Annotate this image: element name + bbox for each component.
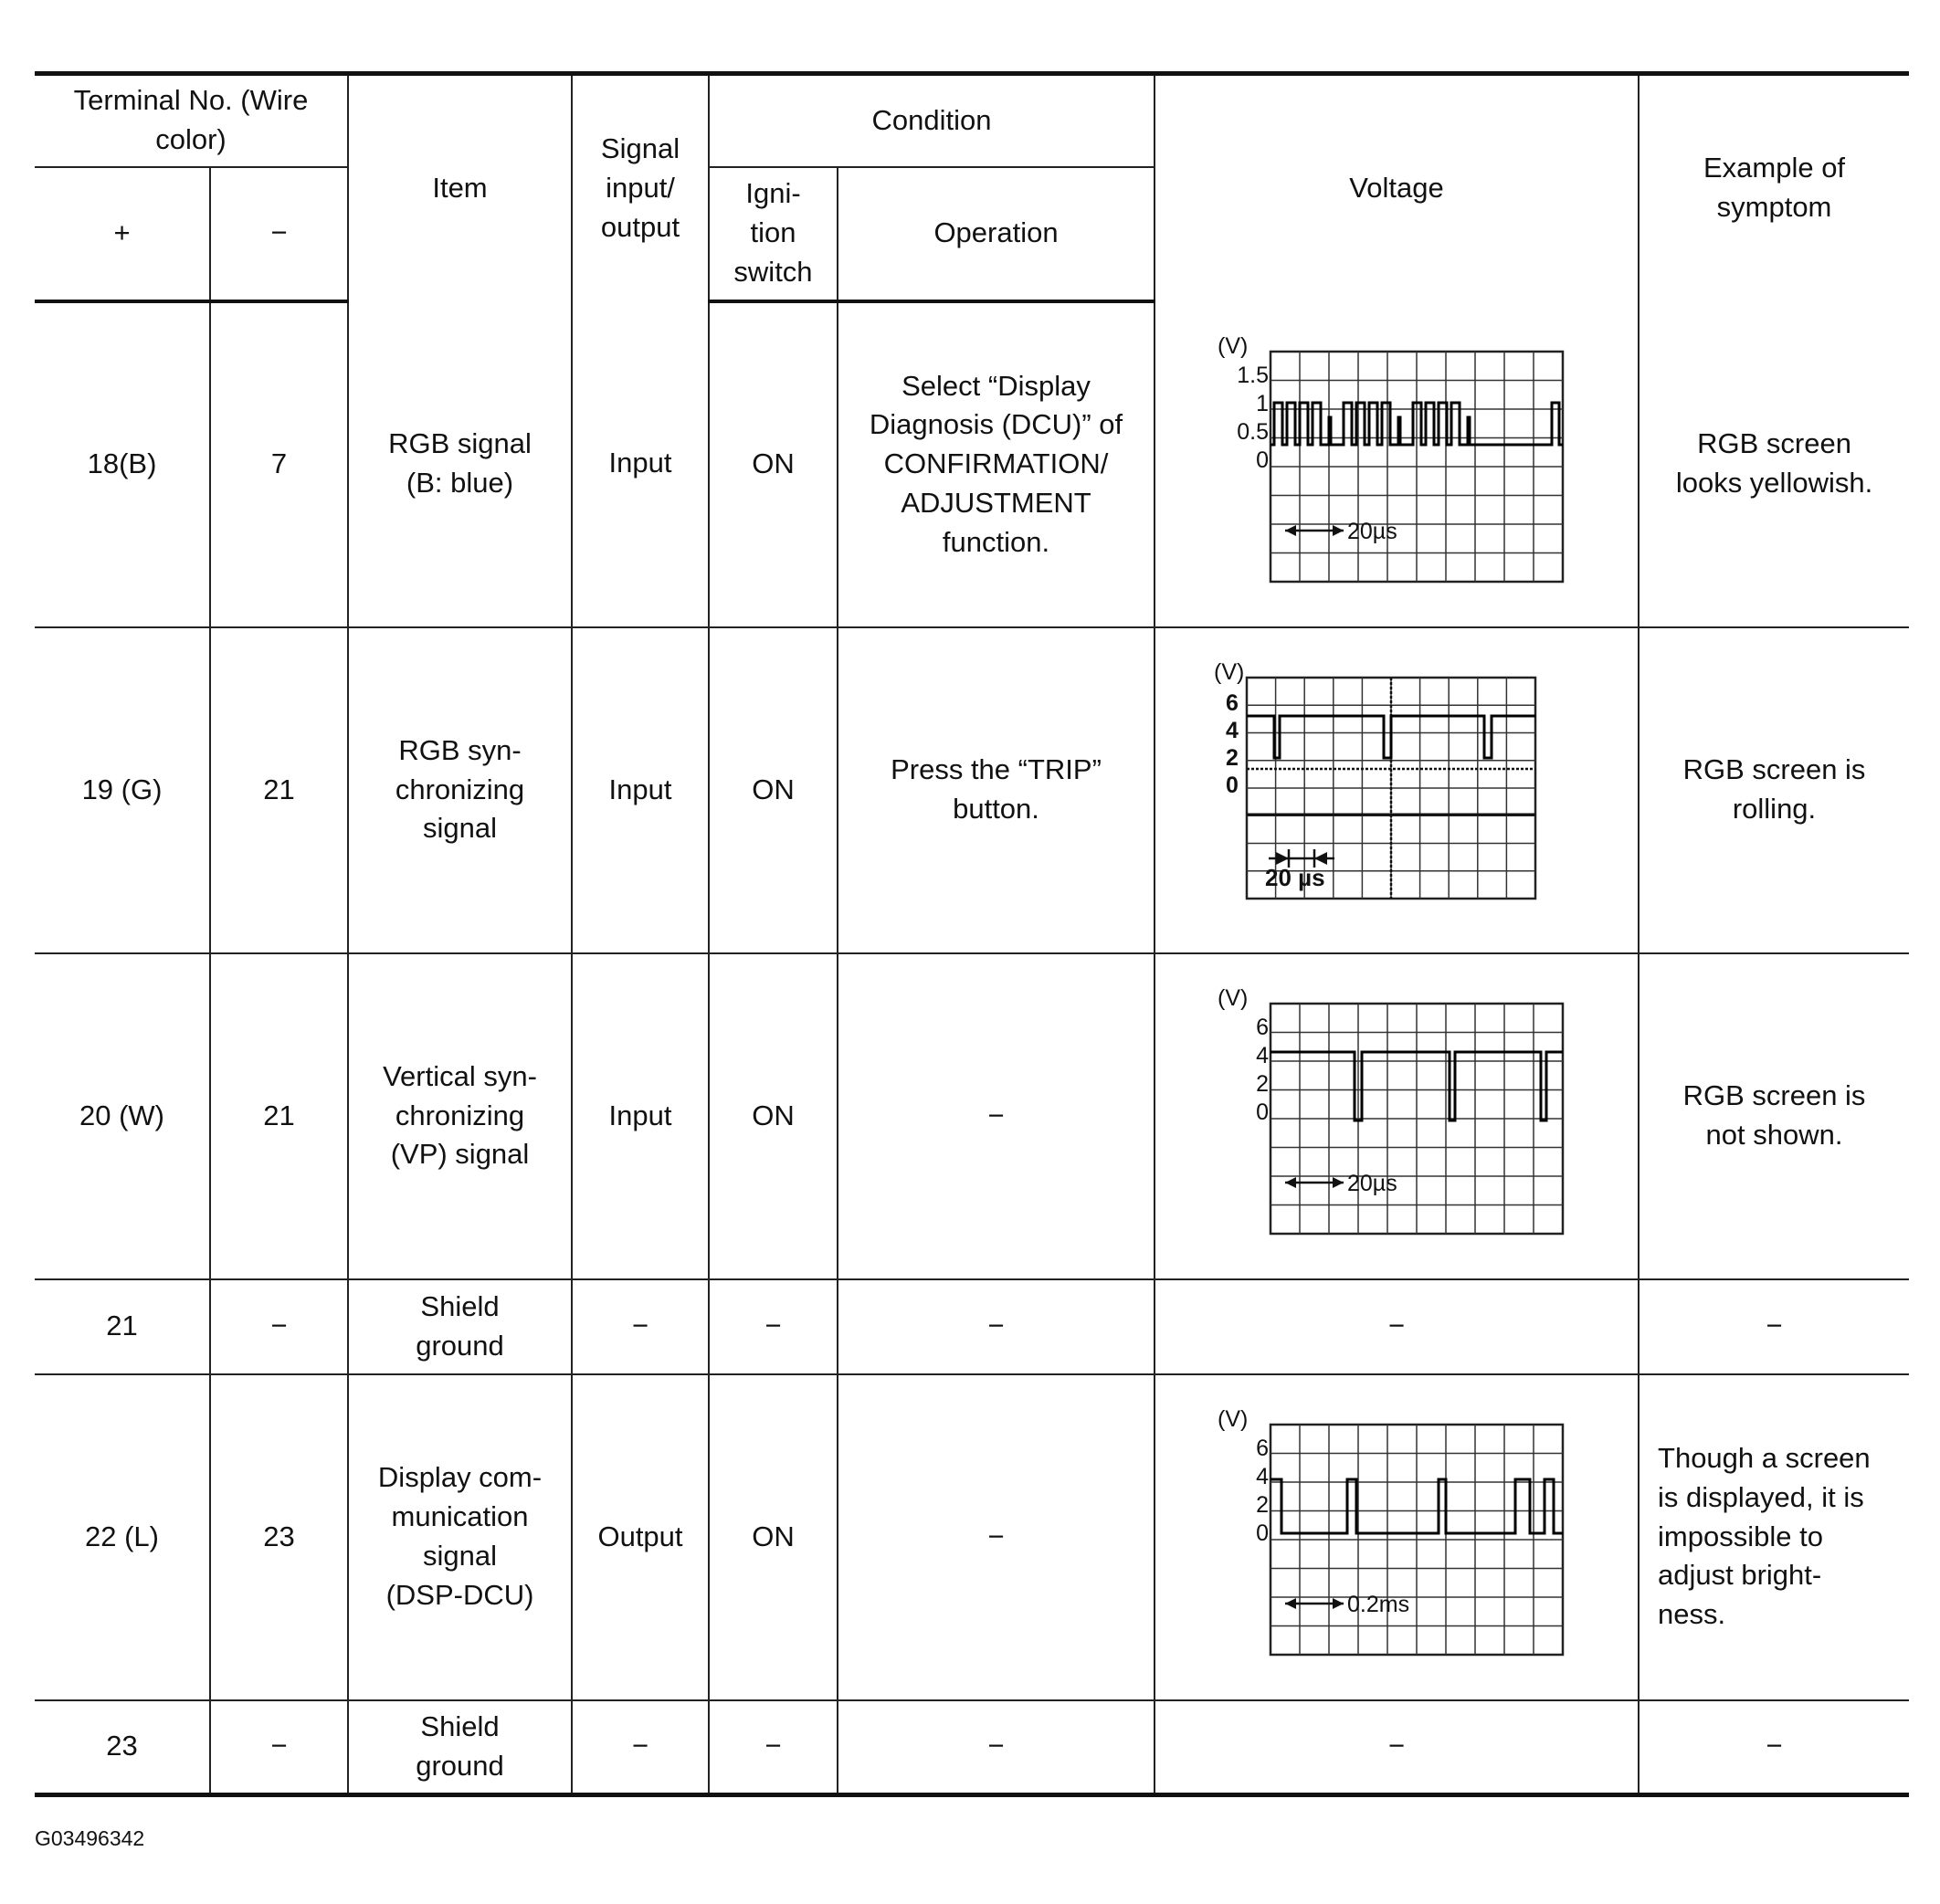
arrow-head-icon bbox=[1285, 1177, 1296, 1188]
scope-tick-label: 1 bbox=[1256, 390, 1270, 416]
table-row bbox=[35, 627, 1909, 953]
terminal-inspection-table bbox=[35, 71, 1909, 1797]
figure-id: G03496342 bbox=[35, 1826, 145, 1850]
scope-unit-label: (V) bbox=[1214, 659, 1245, 685]
item-cell: Display com- munication signal (DSP-DCU) bbox=[348, 1374, 572, 1700]
item-cell: RGB signal (B: blue) bbox=[348, 301, 572, 627]
ignition-cell: − bbox=[709, 1279, 838, 1374]
arrow-head-icon bbox=[1285, 1598, 1296, 1609]
scope-tick-label: 2 bbox=[1256, 1071, 1270, 1097]
symptom-cell: − bbox=[1639, 1279, 1909, 1374]
arrow-head-icon bbox=[1285, 525, 1296, 536]
operation-cell: Select “Display Diagnosis (DCU)” of CONFIRMATION/ ADJUSTMENT function. bbox=[838, 301, 1155, 627]
scope-unit-label: (V) bbox=[1218, 1406, 1249, 1432]
table-row bbox=[35, 1279, 1909, 1374]
item-cell: Shield ground bbox=[348, 1279, 572, 1374]
operation-cell: − bbox=[838, 1279, 1155, 1374]
table-row bbox=[35, 953, 1909, 1279]
scope-tick-label: 0 bbox=[1256, 1099, 1270, 1125]
item-cell: Shield ground bbox=[348, 1700, 572, 1795]
scope-grid bbox=[1270, 352, 1563, 582]
terminal-minus: − bbox=[210, 1700, 348, 1795]
signal-io-cell: − bbox=[572, 1279, 709, 1374]
table-row bbox=[35, 1374, 1909, 1700]
operation-cell: − bbox=[838, 1374, 1155, 1700]
operation-cell: − bbox=[838, 1700, 1155, 1795]
voltage-cell bbox=[1155, 301, 1639, 627]
terminal-minus: − bbox=[210, 1279, 348, 1374]
scope-tick-label: 0 bbox=[1226, 773, 1239, 798]
header-voltage: Voltage bbox=[1155, 74, 1639, 301]
voltage-cell: − bbox=[1155, 1700, 1639, 1795]
scope-timebase-arrow bbox=[1285, 1598, 1344, 1609]
item-cell: RGB syn- chronizing signal bbox=[348, 627, 572, 953]
arrow-head-icon bbox=[1333, 1177, 1344, 1188]
oscilloscope-waveform-vertical-sync bbox=[1205, 984, 1588, 1248]
scope-tick-label: 4 bbox=[1256, 1043, 1270, 1068]
header-minus: − bbox=[210, 167, 348, 301]
item-cell: Vertical syn- chronizing (VP) signal bbox=[348, 953, 572, 1279]
ignition-cell: ON bbox=[709, 301, 838, 627]
operation-cell: − bbox=[838, 953, 1155, 1279]
ignition-cell: − bbox=[709, 1700, 838, 1795]
signal-io-cell: Input bbox=[572, 953, 709, 1279]
terminal-plus: 20 (W) bbox=[35, 953, 210, 1279]
scope-tick-label: 0 bbox=[1256, 447, 1270, 473]
symptom-cell: RGB screen looks yellowish. bbox=[1639, 301, 1909, 627]
header-operation: Operation bbox=[838, 167, 1155, 301]
terminal-plus: 18(B) bbox=[35, 301, 210, 627]
table-row bbox=[35, 301, 1909, 627]
scope-tick-label: 2 bbox=[1256, 1492, 1270, 1518]
header-example-symptom: Example of symptom bbox=[1639, 74, 1909, 301]
signal-io-cell: Input bbox=[572, 627, 709, 953]
scope-timebase-label: 20µs bbox=[1347, 518, 1397, 544]
signal-io-cell: Output bbox=[572, 1374, 709, 1700]
terminal-minus: 23 bbox=[210, 1374, 348, 1700]
symptom-cell: RGB screen is not shown. bbox=[1639, 953, 1909, 1279]
scope-grid bbox=[1270, 1004, 1563, 1234]
voltage-cell bbox=[1155, 1374, 1639, 1700]
scope-timebase-label: 0.2ms bbox=[1347, 1592, 1410, 1617]
scope-tick-label: 4 bbox=[1226, 718, 1239, 743]
oscilloscope-waveform-rgb-sync bbox=[1205, 657, 1588, 922]
scope-timebase-label: 20 µs bbox=[1265, 864, 1325, 891]
ignition-cell: ON bbox=[709, 1374, 838, 1700]
terminal-plus: 21 bbox=[35, 1279, 210, 1374]
terminal-table-sheet bbox=[35, 71, 1909, 1797]
signal-io-cell: − bbox=[572, 1700, 709, 1795]
scope-tick-label: 6 bbox=[1226, 690, 1239, 716]
arrow-head-icon bbox=[1333, 525, 1344, 536]
symptom-cell: Though a screen is displayed, it is impossible to adjust bright- ness. bbox=[1639, 1374, 1909, 1700]
ignition-cell: ON bbox=[709, 953, 838, 1279]
voltage-cell: − bbox=[1155, 1279, 1639, 1374]
arrow-head-icon bbox=[1314, 852, 1327, 865]
scope-timebase-arrow bbox=[1285, 525, 1344, 536]
voltage-cell bbox=[1155, 627, 1639, 953]
symptom-cell: − bbox=[1639, 1700, 1909, 1795]
oscilloscope-waveform-display-comm bbox=[1205, 1404, 1588, 1669]
header-signal-io: Signal input/ output bbox=[572, 74, 709, 301]
arrow-head-icon bbox=[1276, 852, 1289, 865]
terminal-plus: 23 bbox=[35, 1700, 210, 1795]
symptom-cell: RGB screen is rolling. bbox=[1639, 627, 1909, 953]
scope-timebase-label: 20µs bbox=[1347, 1171, 1397, 1196]
terminal-minus: 7 bbox=[210, 301, 348, 627]
scope-tick-label: 1.5 bbox=[1237, 362, 1270, 388]
oscilloscope-waveform-rgb-blue bbox=[1205, 331, 1588, 596]
operation-cell: Press the “TRIP” button. bbox=[838, 627, 1155, 953]
header-condition: Condition bbox=[709, 74, 1155, 167]
terminal-minus: 21 bbox=[210, 953, 348, 1279]
voltage-cell bbox=[1155, 953, 1639, 1279]
scope-tick-label: 6 bbox=[1256, 1015, 1270, 1040]
scope-tick-label: 6 bbox=[1256, 1436, 1270, 1461]
header-ignition-switch: Igni- tion switch bbox=[709, 167, 838, 301]
scope-grid bbox=[1270, 1425, 1563, 1655]
scope-tick-label: 0.5 bbox=[1237, 418, 1270, 445]
scope-timebase-arrow bbox=[1285, 1177, 1344, 1188]
signal-io-cell: Input bbox=[572, 301, 709, 627]
ignition-cell: ON bbox=[709, 627, 838, 953]
scope-tick-label: 0 bbox=[1256, 1520, 1270, 1546]
scope-unit-label: (V) bbox=[1218, 332, 1249, 359]
scope-unit-label: (V) bbox=[1218, 985, 1249, 1011]
scope-waveform-line bbox=[1247, 716, 1535, 758]
header-plus: + bbox=[35, 167, 210, 301]
terminal-minus: 21 bbox=[210, 627, 348, 953]
scope-tick-label: 4 bbox=[1256, 1464, 1270, 1489]
arrow-head-icon bbox=[1333, 1598, 1344, 1609]
terminal-plus: 19 (G) bbox=[35, 627, 210, 953]
terminal-plus: 22 (L) bbox=[35, 1374, 210, 1700]
scope-tick-label: 2 bbox=[1226, 745, 1239, 771]
table-row bbox=[35, 1700, 1909, 1795]
header-terminal-no: Terminal No. (Wire color) bbox=[35, 74, 348, 167]
header-item: Item bbox=[348, 74, 572, 301]
